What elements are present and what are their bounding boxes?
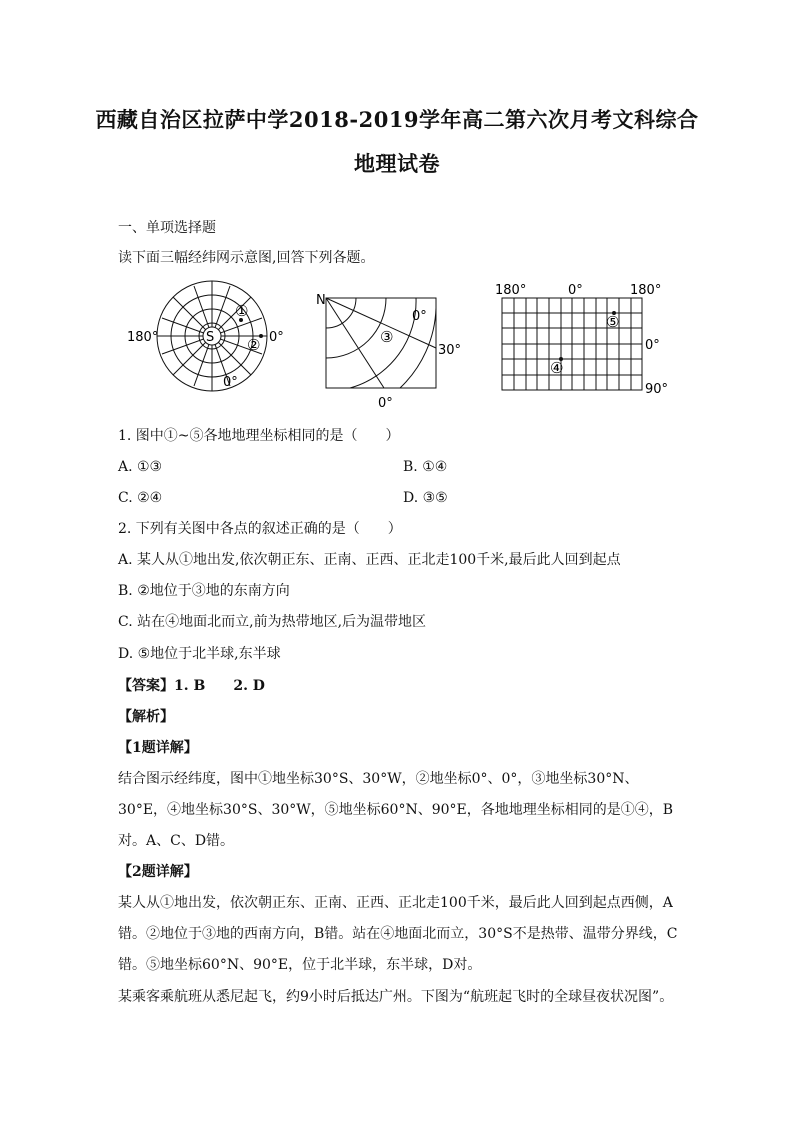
label-0-right: 0° xyxy=(269,330,284,345)
q1-option-c: C. ②④ xyxy=(118,490,163,506)
detail-1-body: 结合图示经纬度，图中①地坐标30°S、30°W，②地坐标0°、0°，③地坐标30°N、30°E，④地坐标30°S、30°W，⑤地坐标60°N、90°E，各地地理坐标相同的是①④，B对。A、C、D错。 xyxy=(118,771,674,849)
title-line-2: 地理试卷 xyxy=(354,151,440,176)
title-line-1: 西藏自治区拉萨中学2018-2019学年高二第六次月考文科综合 xyxy=(95,107,699,132)
q1-option-d: D. ③⑤ xyxy=(403,490,448,506)
label-180-right: 180° xyxy=(630,283,662,298)
q2-stem: 2. 下列有关图中各点的叙述正确的是（ ） xyxy=(118,521,402,537)
pole-label: S xyxy=(206,330,215,345)
point-3-label: ③ xyxy=(380,328,394,346)
q2-option-b: B. ②地位于③地的东南方向 xyxy=(118,583,290,599)
q2-option-c: C. 站在④地面北而立,前为热带地区,后为温带地区 xyxy=(118,614,427,630)
detail-2-body: 某人从①地出发，依次朝正东、正南、正西、正北走100千米，最后此人回到起点西侧，A错。②地位于③地的西南方向，B错。站在④地面北而立，30°S不是热带、温带分界线，C错。⑤地坐标60°N、90°E，位于北半球，东半球，D对。 xyxy=(118,895,678,973)
point-5-label: ⑤ xyxy=(606,313,620,331)
label-0-top: 0° xyxy=(568,283,583,298)
label-0-top: 0° xyxy=(412,309,427,324)
tail-paragraph: 某乘客乘航班从悉尼起飞，约9小时后抵达广州。下图为“航班起飞时的全球昼夜状况图”。 xyxy=(118,989,674,1005)
label-180: 180° xyxy=(127,330,159,345)
q2-option-a: A. 某人从①地出发,依次朝正东、正南、正西、正北走100千米,最后此人回到起点 xyxy=(118,552,621,568)
detail-2-heading: 【2题详解】 xyxy=(118,864,198,880)
grid-map-figure xyxy=(494,280,674,398)
q1-option-b: B. ①④ xyxy=(403,459,448,475)
point-2-label: ② xyxy=(247,336,261,354)
label-90: 90° xyxy=(645,382,669,397)
polar-map-figure xyxy=(125,278,295,396)
q1-option-a: A. ①③ xyxy=(118,459,163,475)
label-0-right: 0° xyxy=(645,338,660,353)
point-1-label: ① xyxy=(235,302,249,320)
detail-1-heading: 【1题详解】 xyxy=(118,740,198,756)
label-0-bottom: 0° xyxy=(378,396,393,411)
answer-line: 【答案】1. B 2. D xyxy=(118,678,265,694)
intro-text: 读下面三幅经纬网示意图,回答下列各题。 xyxy=(118,250,375,266)
label-0-bottom: 0° xyxy=(223,375,238,390)
analysis-heading: 【解析】 xyxy=(118,709,174,725)
q2-option-d: D. ⑤地位于北半球,东半球 xyxy=(118,646,281,662)
label-180-left: 180° xyxy=(495,283,527,298)
quadrant-map-figure xyxy=(314,290,474,414)
q1-stem: 1. 图中①~⑤各地地理坐标相同的是（ ） xyxy=(118,428,400,444)
north-label: N xyxy=(316,293,326,308)
point-4-label: ④ xyxy=(550,359,564,377)
section-heading: 一、单项选择题 xyxy=(118,220,216,236)
label-30: 30° xyxy=(438,343,462,358)
